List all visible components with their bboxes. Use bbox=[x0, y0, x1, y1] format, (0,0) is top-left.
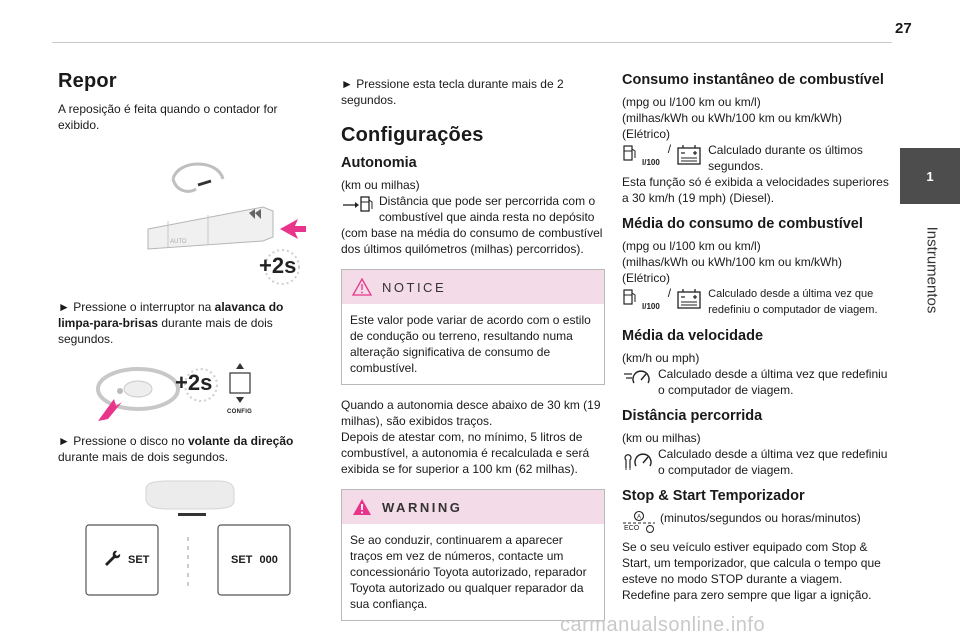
icon-separator: / bbox=[667, 286, 672, 300]
step-text: Pressione o interruptor na bbox=[73, 300, 215, 314]
warning-title: WARNING bbox=[382, 499, 463, 515]
distance-title: Distância percorrida bbox=[622, 408, 763, 424]
column-reset bbox=[58, 70, 308, 603]
stop-start-units: (minutos/segundos ou horas/minutos) bbox=[660, 511, 861, 525]
instant-units-2: (milhas/kWh ou kWh/100 km ou km/kWh) bbox=[622, 111, 843, 125]
avg-speed-units: (km/h ou mph) bbox=[622, 351, 700, 365]
instant-row bbox=[622, 142, 890, 174]
distance-units: (km ou milhas) bbox=[622, 431, 701, 445]
notice-header bbox=[342, 270, 604, 304]
step-bold: alavanca do limpa-para-brisas bbox=[58, 300, 284, 330]
page-number: 27 bbox=[895, 20, 912, 37]
autonomy-desc-cont: (com base na média do consumo de combustível dos últimos quilómetros (milhas) percorridos). bbox=[341, 226, 603, 256]
eco-timer-icon bbox=[622, 510, 656, 539]
icon-separator: / bbox=[667, 142, 672, 156]
wiper-stalk-illustration bbox=[58, 149, 308, 289]
steering-wheel-illustration bbox=[58, 361, 308, 423]
warning-header bbox=[342, 490, 604, 524]
stop-start-desc: Se o seu veículo estiver equipado com Stop & Start, um temporizador, que calcula o tempo que esteve no modo STOP durante a viagem. Redefine para zero sempre que ligar a ignição. bbox=[622, 540, 881, 602]
avg-speed-desc: Calculado desde a última vez que redefiniu o computador de viagem. bbox=[658, 367, 888, 397]
bullet: ► bbox=[58, 434, 70, 448]
autonomy-title: Autonomia bbox=[341, 155, 417, 171]
step-steering-wheel bbox=[58, 433, 308, 465]
avg-consumption-desc: Calculado desde a última vez que redefiniu o computador de viagem. bbox=[708, 288, 878, 316]
instant-units-3: (Elétrico) bbox=[622, 127, 671, 141]
eco-label: ECO bbox=[624, 525, 640, 532]
chapter-number: 1 bbox=[926, 168, 934, 184]
distance-icon bbox=[622, 446, 654, 472]
notice-box bbox=[341, 269, 605, 385]
set-label: SET bbox=[128, 554, 150, 566]
distance-desc: Calculado desde a última vez que redefiniu o computador de viagem. bbox=[658, 447, 888, 477]
warning-box bbox=[341, 489, 605, 621]
hold-two-seconds-badge-2: +2s bbox=[175, 370, 213, 395]
warning-body bbox=[342, 524, 604, 620]
instant-icon-label: l/100 bbox=[642, 158, 660, 167]
warning-triangle-icon bbox=[352, 498, 372, 516]
settings-heading: Configurações bbox=[341, 124, 484, 146]
set-button-illustration bbox=[58, 479, 308, 603]
step-text-end: durante mais de dois segundos. bbox=[58, 450, 229, 464]
step-text: Pressione o disco no bbox=[73, 434, 188, 448]
chapter-title-text: Instrumentos bbox=[923, 226, 941, 314]
config-label: CONFIG bbox=[227, 409, 253, 415]
notice-text: Este valor pode variar de acordo com o estilo de condução ou terreno, resultando numa alteração significativa de consumo de combustível. bbox=[350, 313, 591, 375]
set-reset-label bbox=[231, 554, 278, 566]
refuel-para: Depois de atestar com, no mínimo, 5 litros de combustível, a autonomia é recalculada e será exibida se for superior a 100 km (62 milhas). bbox=[341, 430, 590, 476]
svg-text:AUTO: AUTO bbox=[170, 239, 187, 245]
step-bold: volante da direção bbox=[187, 434, 294, 448]
avg-icon-label: l/100 bbox=[642, 302, 660, 311]
zero-value: 000 bbox=[259, 554, 278, 566]
distance-row bbox=[622, 446, 890, 478]
notice-triangle-icon bbox=[352, 278, 372, 296]
watermark: carmanualsonline.info bbox=[560, 614, 766, 636]
avg-units-3: (Elétrico) bbox=[622, 271, 671, 285]
autonomy-desc: Distância que pode ser percorrida com o combustível que ainda resta no depósito bbox=[379, 194, 596, 224]
step-wiper-stalk bbox=[58, 299, 308, 347]
avg-speed-row bbox=[622, 366, 890, 398]
reset-heading: Repor bbox=[58, 70, 117, 92]
reset-intro: A reposição é feita quando o contador for exibido. bbox=[58, 102, 278, 132]
stop-start-title: Stop & Start Temporizador bbox=[622, 488, 805, 504]
notice-title: NOTICE bbox=[382, 279, 447, 295]
column-trip-computer bbox=[622, 72, 890, 603]
avg-units-2: (milhas/kWh ou kWh/100 km ou km/kWh) bbox=[622, 255, 843, 269]
svg-text:A: A bbox=[637, 514, 642, 521]
fuel-range-icon bbox=[341, 193, 375, 215]
set-text: SET bbox=[231, 554, 253, 566]
battery-icon bbox=[674, 286, 704, 312]
instant-units-1: (mpg ou l/100 km ou km/l) bbox=[622, 95, 761, 109]
instant-note: Esta função só é exibida a velocidades superiores a 30 km/h (19 mph) (Diesel). bbox=[622, 175, 889, 205]
bullet: ► bbox=[58, 300, 70, 314]
chapter-title bbox=[912, 215, 952, 325]
step-press-key: ► Pressione esta tecla durante mais de 2 segundos. bbox=[341, 77, 564, 107]
avg-speed-title: Média da velocidade bbox=[622, 328, 764, 344]
dashboard-buttons-icon bbox=[58, 479, 308, 603]
dashes-para: Quando a autonomia desce abaixo de 30 km (19 milhas), são exibidos traços. bbox=[341, 398, 601, 428]
autonomy-row bbox=[341, 193, 605, 225]
instant-desc: Calculado durante os últimos segundos. bbox=[708, 143, 863, 173]
column-settings bbox=[341, 76, 605, 621]
header-rule bbox=[52, 42, 892, 43]
autonomy-units: (km ou milhas) bbox=[341, 178, 420, 192]
chapter-tab[interactable] bbox=[900, 148, 960, 204]
hold-two-seconds-badge: +2s bbox=[259, 253, 297, 278]
avg-units-1: (mpg ou l/100 km ou km/l) bbox=[622, 239, 761, 253]
stop-start-row bbox=[622, 510, 890, 539]
warning-text: Se ao conduzir, continuarem a aparecer traços em vez de números, contacte um concessionário Toyota autorizado, reparador Toyota autorizado ou qualquer reparador da sua confiança. bbox=[350, 533, 587, 611]
notice-body bbox=[342, 304, 604, 384]
avg-consumption-title: Média do consumo de combustível bbox=[622, 216, 863, 232]
battery-icon bbox=[674, 142, 704, 168]
instant-consumption-title: Consumo instantâneo de combustível bbox=[622, 72, 884, 88]
avg-consumption-row bbox=[622, 286, 890, 318]
speedometer-icon bbox=[622, 366, 654, 388]
step-text-end: durante mais de dois segundos. bbox=[58, 316, 273, 346]
